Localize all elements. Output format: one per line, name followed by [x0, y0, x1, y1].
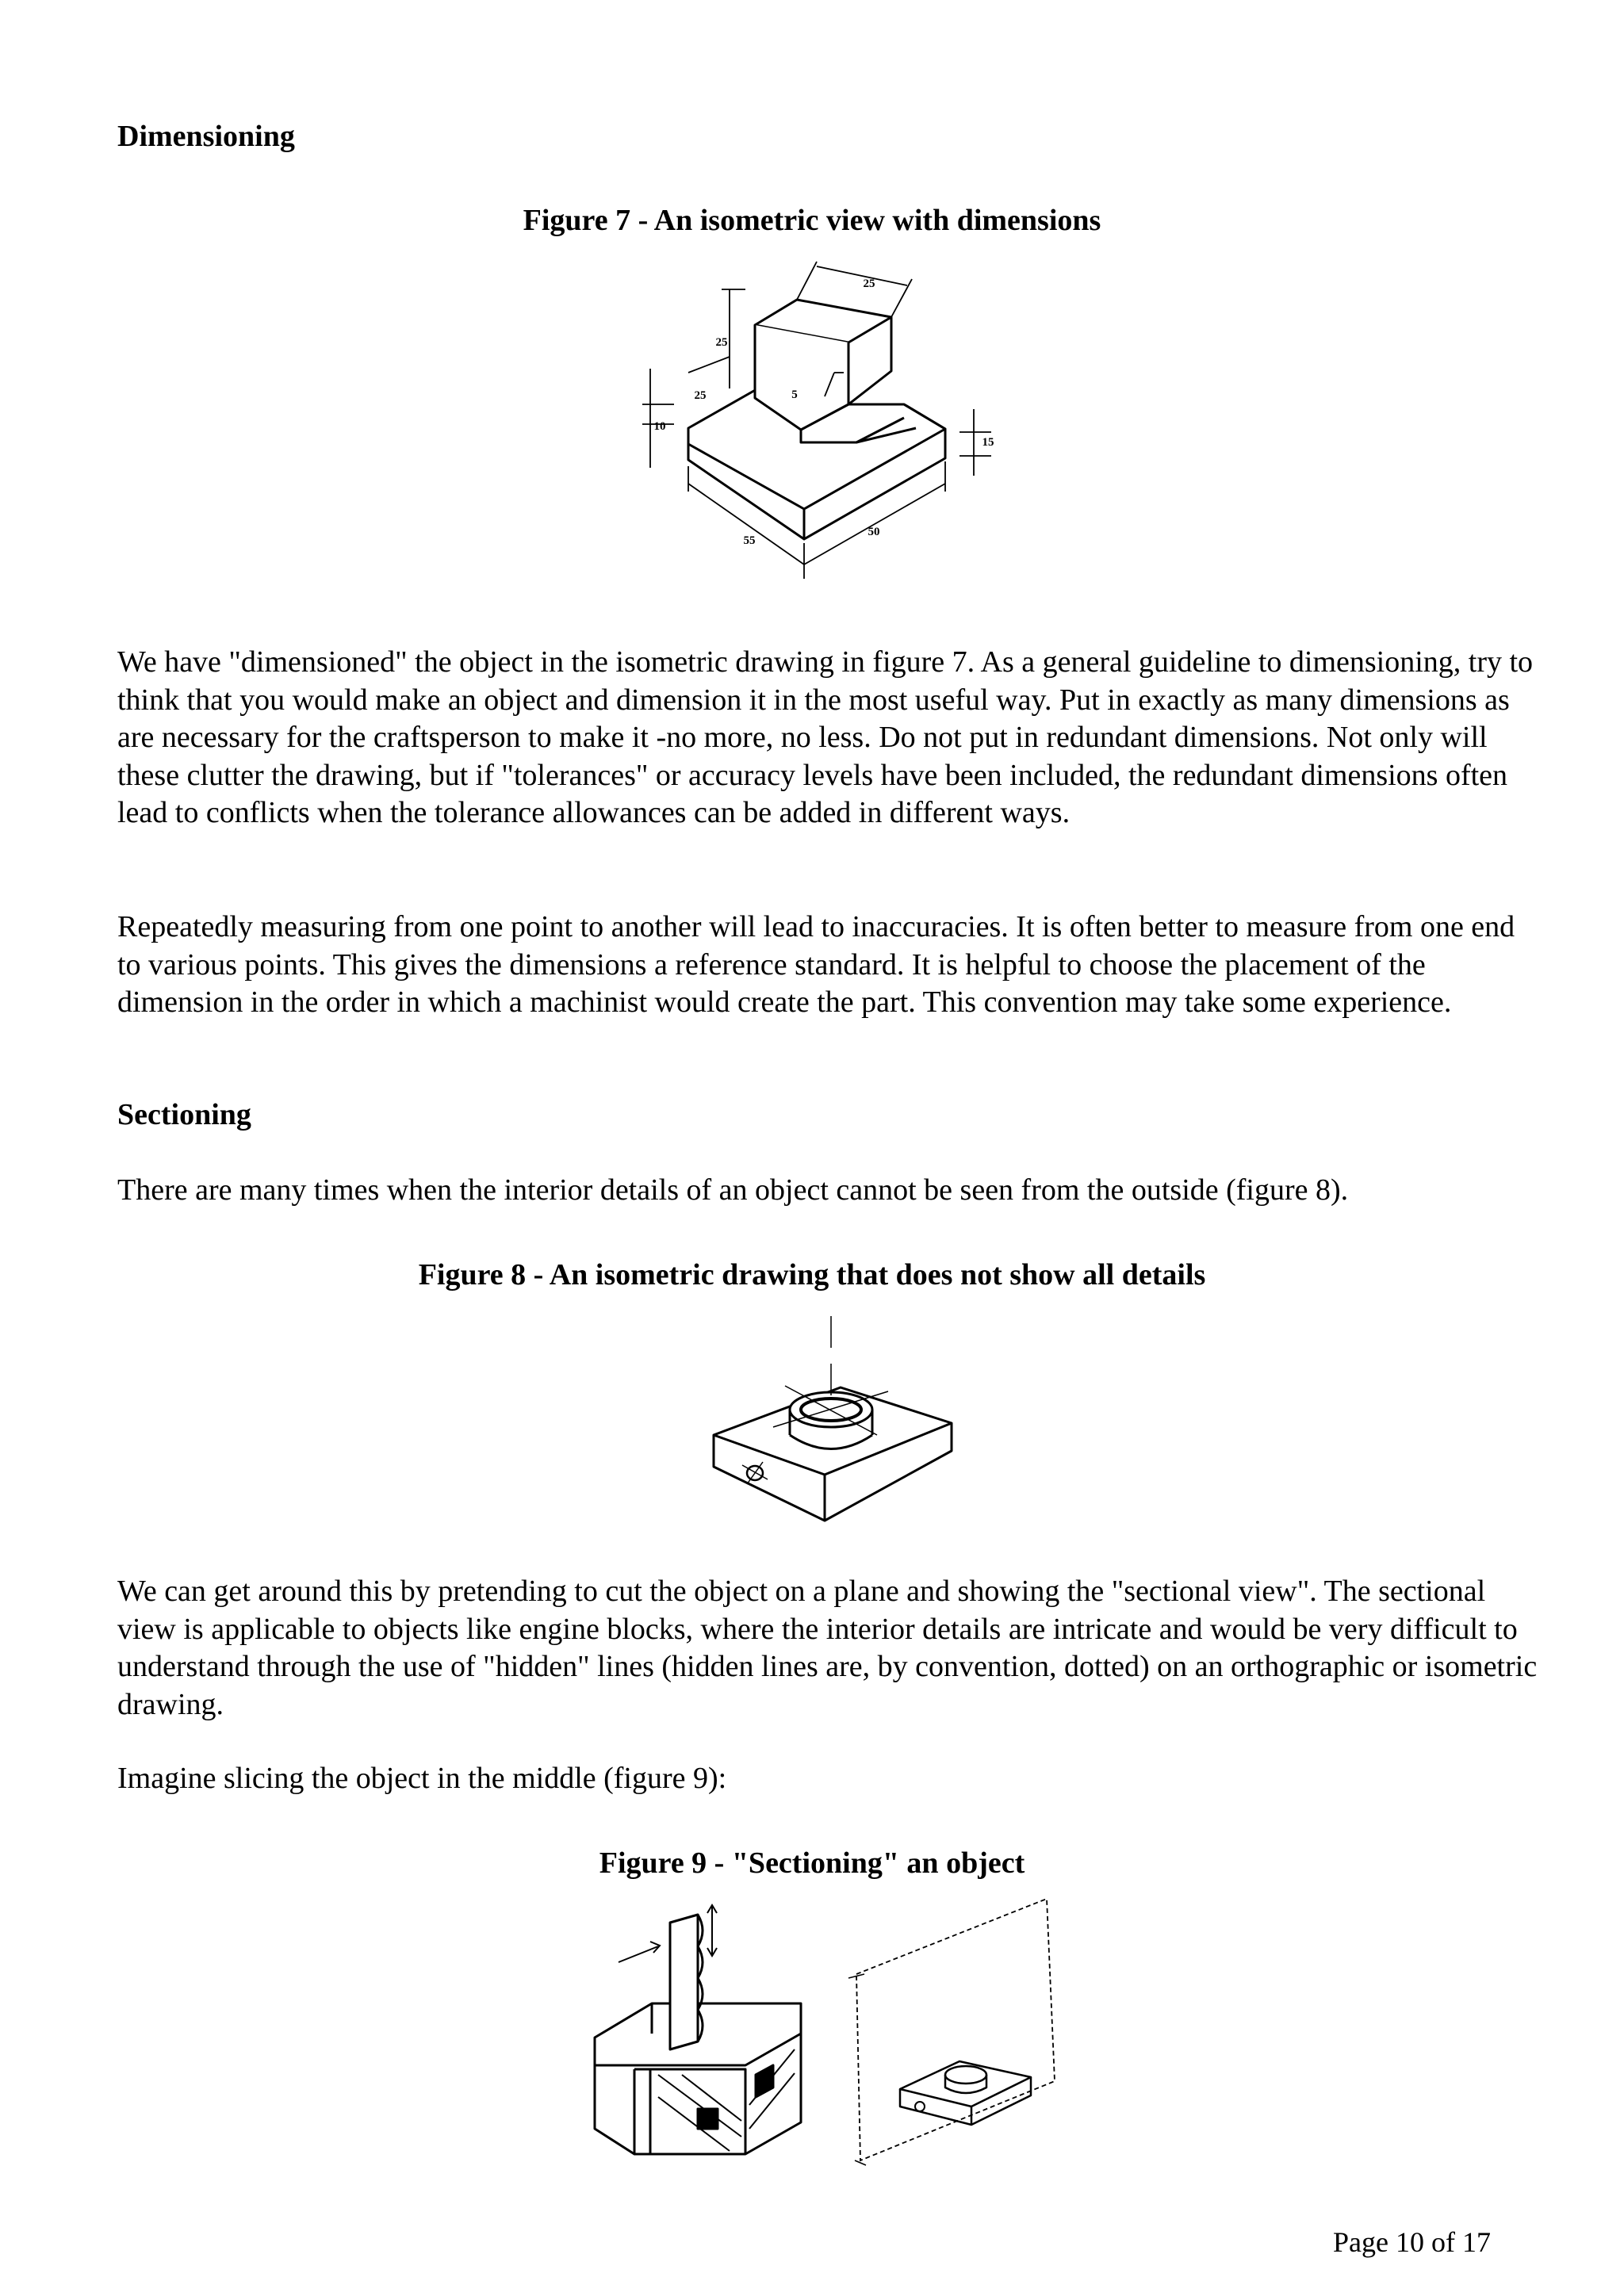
dim-15: 15 — [982, 436, 994, 449]
heading-sectioning: Sectioning — [117, 1098, 251, 1131]
figure-8-drawing — [698, 1316, 967, 1530]
figure-7-caption: Figure 7 - An isometric view with dimensions — [523, 204, 1101, 237]
dim-5: 5 — [791, 388, 798, 401]
dim-25-height: 25 — [715, 336, 728, 349]
dim-55: 55 — [743, 534, 756, 547]
figure-7-drawing — [619, 254, 1031, 603]
page-number: Page 10 of 17 — [1333, 2226, 1491, 2258]
dim-50: 50 — [868, 526, 880, 538]
dim-10: 10 — [653, 420, 666, 433]
paragraph-sectional-view: We can get around this by pretending to cut the object on a plane and showing the "sectional view". The sectional view is applicable to objects like engine blocks, where the interior details are intricate and would be very difficult to understand through the use of "hidden" lines (hidden lines are, by convention, dotted) on an orthographic or isometric drawing. — [117, 1575, 1538, 1721]
figure-9-caption: Figure 9 - "Sectioning" an object — [599, 1846, 1025, 1880]
paragraph-interior-details: There are many times when the interior details of an object cannot be seen from the outside (figure 8). — [117, 1173, 1349, 1207]
dim-25-top: 25 — [863, 277, 875, 290]
figure-9-drawing — [587, 1899, 1078, 2168]
paragraph-measuring: Repeatedly measuring from one point to another will lead to inaccuracies. It is often better to measure from one end to various points. This gives the dimensions a reference standard. It is helpful to choose the placement of the dimension in the order in which a machinist would create the part. This convention may take some experience. — [117, 910, 1515, 1019]
figure-8-caption: Figure 8 - An isometric drawing that does not show all details — [418, 1258, 1206, 1292]
heading-dimensioning: Dimensioning — [117, 120, 295, 153]
paragraph-imagine-slicing: Imagine slicing the object in the middle (figure 9): — [117, 1762, 727, 1795]
dim-25-depth: 25 — [694, 389, 707, 402]
paragraph-dimensioning-guideline: We have "dimensioned" the object in the isometric drawing in figure 7. As a general guideline to dimensioning, try to think that you would make an object and dimension it in the most useful way. Put in exactly as many dimensions as are necessary for the craftsperson to make it -no more, no less. Do not put in redundant dimensions. Not only will these clutter the drawing, but if "tolerances" or accuracy levels have been included, the redundant dimensions often lead to conflicts when the tolerance allowances can be added in different ways. — [117, 645, 1534, 829]
